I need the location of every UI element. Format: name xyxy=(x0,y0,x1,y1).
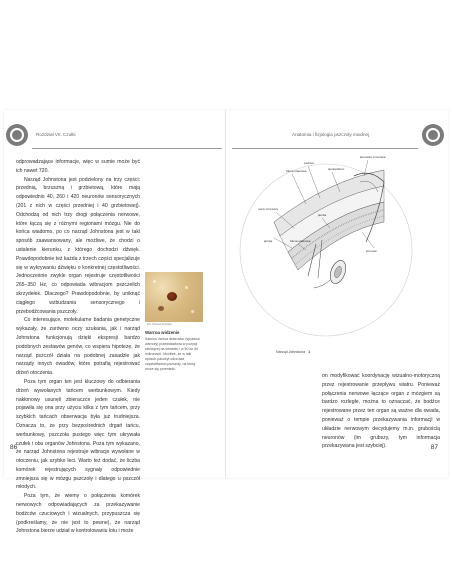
right-body-text xyxy=(322,372,440,451)
page-number: 86 xyxy=(10,444,18,451)
right-page-header xyxy=(226,124,448,146)
chapter-title: Anatomia i fizjologia pszczoły miodnej xyxy=(292,132,370,137)
label-sensory-cell: komórka czuciowa xyxy=(360,155,386,159)
sidebar-box xyxy=(145,330,203,372)
paragraph: Poza tym, że wiemy o połączenia komórek nerwowych odpowiadających za przekazywanie bodźców czuciowych i wizualnych, przypuszcza się (podkreślamy, że nie jest to pewne), że narząd Johnstona bierze udział w kontrolowaniu lotu i może xyxy=(16,493,140,535)
paragraph: on modyfikować koordynację wizualno-motoryczną przez rejestrowanie przepływu wiatru. Ponieważ połączenia nerwowe łączące organ z mózgiem są bardzo rozległe, można to oznaczać, że bodźce rejestrowane przez ten organ są ważne dla owada, ponieważ o tempie przekazywania informacji w układzie nerwowym decydujemy m.in. grubością neuronów (im grubszy, tym informacja przekazywana jest szybciej). xyxy=(322,373,440,450)
header-rule xyxy=(232,148,418,149)
label-pedicel: pedicel xyxy=(304,161,314,165)
label-cavity: jamka xyxy=(264,239,273,243)
left-page-header xyxy=(4,124,226,146)
johnston-organ-diagram xyxy=(234,152,388,290)
label-sensory-nerve: nerw czuciowy xyxy=(258,207,279,211)
page-number: 87 xyxy=(430,444,438,451)
book-logo-icon xyxy=(6,124,28,146)
paragraph: odprowadzające informacje, więc w sumie może być ich nawet 720. xyxy=(16,159,140,174)
header-rule xyxy=(32,148,222,149)
figure-caption-text: Narząd Johnstona xyxy=(276,350,306,354)
mite-shape xyxy=(167,292,177,301)
mite-shape xyxy=(158,306,164,311)
right-page xyxy=(226,110,448,478)
sidebar-text: Samica Varroa destructor (sprawca warrozy) przedstawiona w pozycji siedzącej na odwłoku i w 50 do 60 mikronach. Możliwe, że w taki sposób pasożyt odczuwa częstotliwości pszczoły, na którą może się przenieść. xyxy=(145,337,200,371)
figure-caption xyxy=(276,350,310,354)
chapter-title: Rozdział VII. Czułki xyxy=(36,132,76,137)
paragraph: Co interesujące, molekularne badania genetyczne wykazały, że zarówno oczy szukania, jak i narząd Johnstona funkcjonują dzięki ekspresji bardzo podobnych zestawów genów, co wspiera hipotezę, że narząd pszczół działa na podobnej zasadzie jak narządy innych owadów, które potrafią rejestrować drżeń otoczenia. xyxy=(16,317,140,377)
figure-number: 1 xyxy=(308,350,311,354)
label-joint-membrane-2: błona stawowa xyxy=(290,239,311,243)
paragraph: Narząd Johnstona jest podzielony na trzy części: przednią, brzuszną i grzbietową, które mają odpowiednio 40, 260 i 420 neuronów sensorycznych (201 z nich w części przedniej i 40 grzbietowej). Odchodzą od nich trzy drogi połączenia nerwowe, które łączą się z różnymi regionami mózgu. Nie do końca wiadomo, po co narząd Johnstona jest w taki sposób zaawansowany, ale możliwe, że chodzi o ustalenie kierunku, z którego dochodzi dźwięk. Prawdopodobnie też każda z trzech części specjalizuje się w wykrywaniu dźwięku o konkretnej częstotliwości. Jednocześnie zwykle organ rejestruje częstotliwości 265–350 Hz, co odpowiada wibracjom pszczelich skrzydełek. Dlaczego? Prawdopodobnie, by uniknąć ciągłego wzbudzania sensorycznego i przebodźcowania pszczoły. xyxy=(16,176,141,315)
book-logo-icon xyxy=(422,124,444,146)
sidebar-title: Warroa widzenie xyxy=(145,330,180,335)
varroa-mite-photo xyxy=(145,272,203,322)
paragraph: Poza tym organ ten jest kluczowy do odbierania drżeń wywołanych tańcem werbunkowym. Kiedy nakłonowy usunęli zbieraczce jeden czułek, nie pojawiła się ona przy użyciu kilka z tym tańcem, przy szybkich tańcach obserwacja była już trudniejsza. Oznacza to, że przy bezpośrednich drgań tańcu, werbunkowy, pszczoła pustego więc tym ukrywała czułek i obu organów Johnstona. Poza tym wykazano, że narząd Johnstona rejestruje wibracje wywołane w otoczeniu, jak szybko leci. Warto też dodać, że liczba komórek rejestrujących sygnały odpowiednie zmniejsza się w mózgu pszczoły i dlatego u pszczół młodych. xyxy=(16,378,140,491)
left-page xyxy=(4,110,226,535)
photo-credit: Fot. Tomasz Koziński xyxy=(147,323,172,326)
label-cavity-2: jamka xyxy=(318,213,327,217)
label-scolopidium: skolopidium xyxy=(328,167,345,171)
left-body-text xyxy=(16,158,140,536)
book-spread xyxy=(4,110,448,535)
label-joint-membrane: błona stawowa xyxy=(286,169,307,173)
label-hair: kosmek xyxy=(366,249,377,253)
